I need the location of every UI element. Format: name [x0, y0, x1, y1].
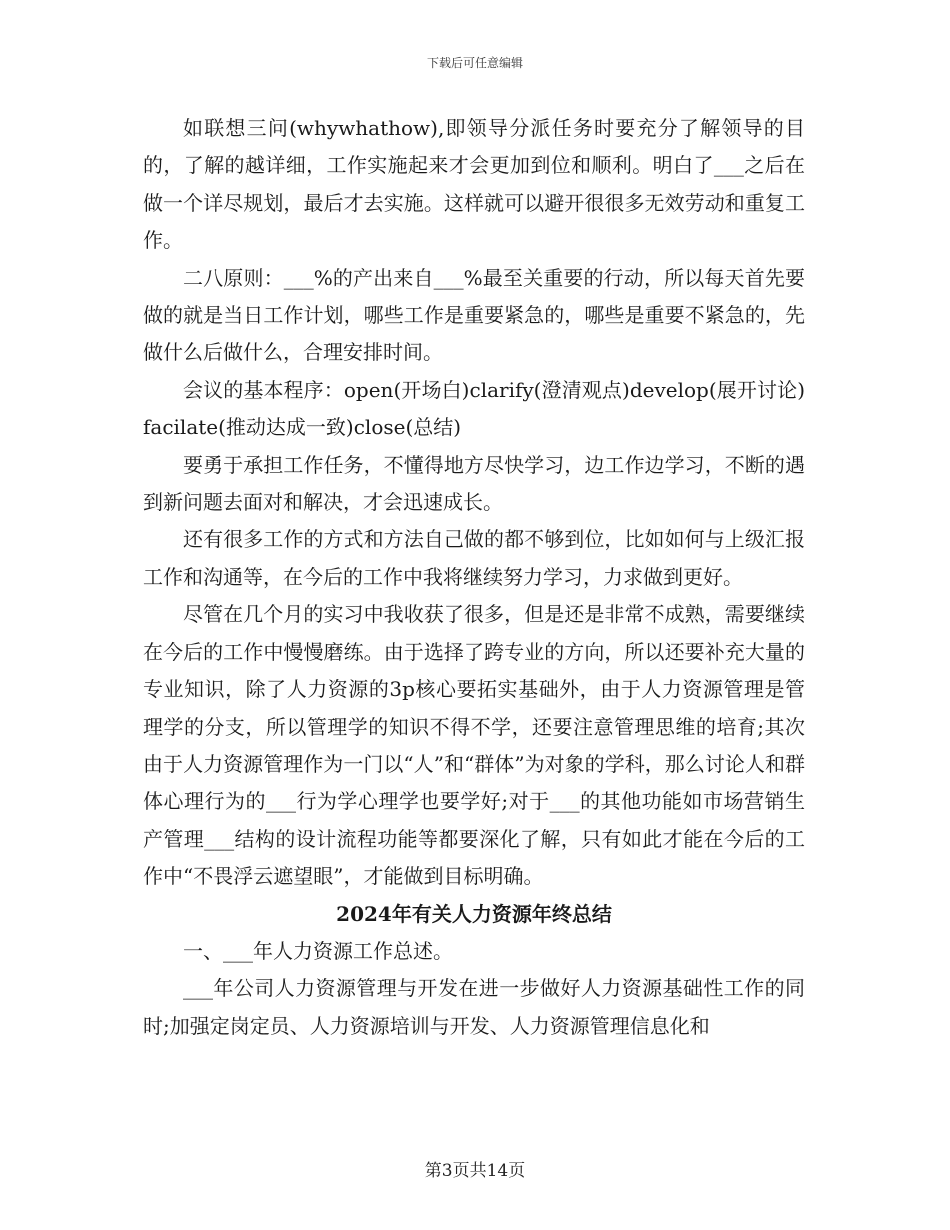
paragraph-pareto-principle: 二八原则：___%的产出来自___%最至关重要的行动，所以每天首先要做的就是当日工作计划，哪些工作是重要紧急的，哪些是重要不紧急的，先做什么后做什么，合理安排时间。	[143, 265, 805, 365]
paragraph-improvement: 还有很多工作的方式和方法自己做的都不够到位，比如如何与上级汇报工作和沟通等，在今后的工作中我将继续努力学习，力求做到更好。	[143, 527, 805, 589]
section-title: 2024年有关人力资源年终总结	[336, 901, 612, 926]
paragraph-meeting-procedure: 会议的基本程序：open(开场白)clarify(澄清观点)develop(展开讨论)facilate(推动达成一致)close(总结)	[143, 377, 805, 440]
page-header: 下载后可任意编辑	[426, 56, 523, 70]
paragraph-section-intro: ___年公司人力资源管理与开发在进一步做好人力资源基础性工作的同时;加强定岗定员、人力资源培训与开发、人力资源管理信息化和	[143, 976, 805, 1038]
paragraph-take-on-tasks: 要勇于承担工作任务，不懂得地方尽快学习，边工作边学习，不断的遇到新问题去面对和解决，才会迅速成长。	[143, 452, 805, 515]
paragraph-three-questions: 如联想三问(whywhathow),即领导分派任务时要充分了解领导的目的，了解的越详细，工作实施起来才会更加到位和顺利。明白了___之后在做一个详尽规划，最后才去实施。这样就可以避开很很多无效劳动和重复工作。	[143, 116, 805, 253]
paragraph-internship-reflection: 尽管在几个月的实习中我收获了很多，但是还是非常不成熟，需要继续在今后的工作中慢慢磨练。由于选择了跨专业的方向，所以还要补充大量的专业知识，除了人力资源的3p核心要拓实基础外，由于人力资源管理是管理学的分支，所以管理学的知识不得不学，还要注意管理思维的培育;其次由于人力资源管理作为一门以“人”和“群体”为对象的学科，那么讨论人和群体心理行为的___行为学心理学也要学好;对于___的其他功能如市场营销生产管理___结构的设计流程功能等都要深化了解，只有如此才能在今后的工作中“不畏浮云遮望眼”，才能做到目标明确。	[143, 602, 805, 889]
paragraph-section-overview: 一、___年人力资源工作总述。	[183, 938, 453, 963]
document-body	[143, 110, 805, 1045]
page-number: 第3页共14页	[424, 1161, 526, 1181]
